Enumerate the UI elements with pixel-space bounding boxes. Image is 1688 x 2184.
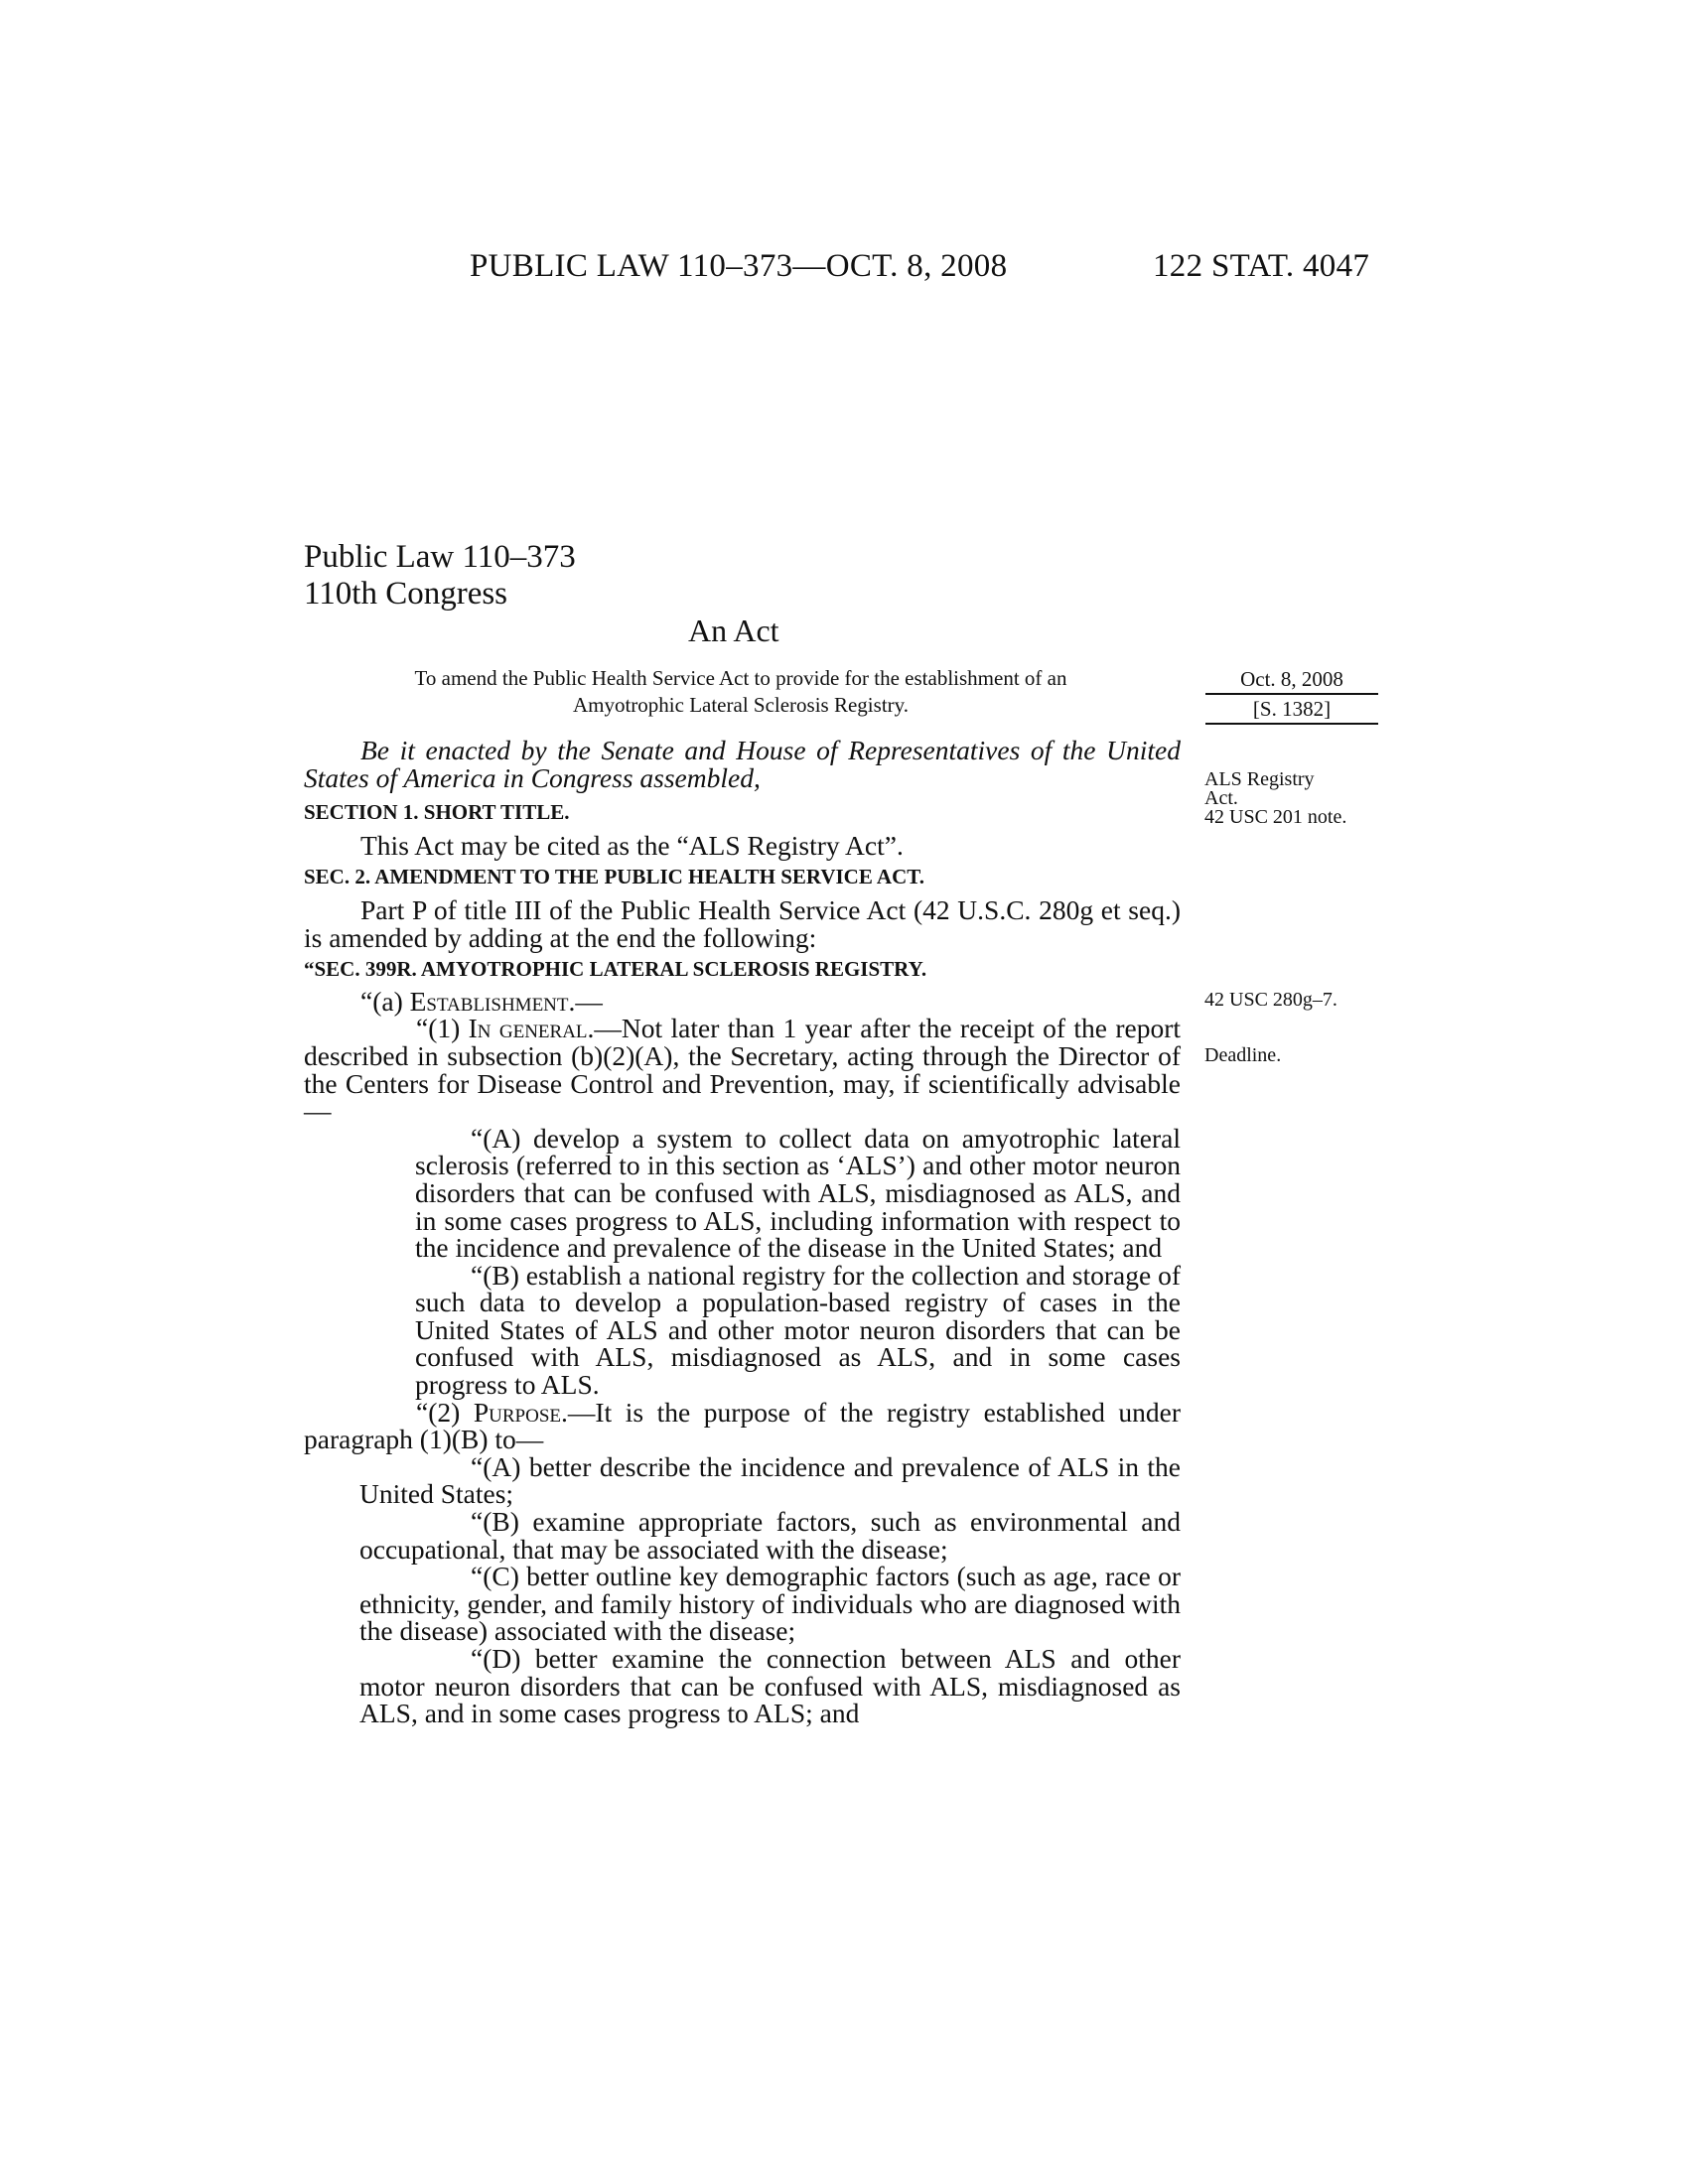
act-label: An Act <box>688 613 779 648</box>
subsection-a-prefix: “(a) <box>360 985 410 1017</box>
running-header-law-date: PUBLIC LAW 110–373—OCT. 8, 2008 <box>470 248 1008 284</box>
margin-note-line: Act. <box>1204 787 1238 809</box>
bill-number: [S. 1382] <box>1205 693 1378 725</box>
act-body <box>304 737 1181 1727</box>
paragraph-a2-prefix: “(2) <box>416 1396 474 1428</box>
margin-note-deadline: Deadline. <box>1204 1044 1282 1066</box>
paragraph-a1-subpara-A: “(A) develop a system to collect data on amyotrophic lateral sclerosis (referred to in this section as ‘ALS’) and other motor neuron disorders that can be confused with ALS, misdiagnosed as ALS, and in some cases progress to ALS, including information with respect to the incidence and prevalence of the disease in the United States; and <box>415 1122 1181 1264</box>
margin-note-usc-section: 42 USC 280g–7. <box>1204 989 1337 1011</box>
running-header-stat-page: 122 STAT. 4047 <box>1153 248 1370 284</box>
congress-number: 110th Congress <box>304 576 508 612</box>
section-2-text: Part P of title III of the Public Health Service Act (42 U.S.C. 280g et seq.) is amended by adding at the end the following: <box>304 893 1181 953</box>
section-2-heading: SEC. 2. AMENDMENT TO THE PUBLIC HEALTH SERVICE ACT. <box>304 865 924 889</box>
act-purpose-line-2: Amyotrophic Lateral Sclerosis Registry. <box>572 693 910 717</box>
section-1-text: This Act may be cited as the “ALS Registry Act”. <box>360 829 904 861</box>
paragraph-a2-text: .—It is the purpose of the registry established under paragraph (1)(B) to— <box>304 1396 1181 1455</box>
paragraph-a1-prefix: “(1) <box>416 1013 469 1044</box>
paragraph-a2-subpara-B: “(B) examine appropriate factors, such as environmental and occupational, that may be associated with the disease; <box>359 1506 1181 1565</box>
paragraph-a2-heading: Purpose <box>473 1396 561 1428</box>
act-purpose <box>334 665 1148 719</box>
law-number: Public Law 110–373 <box>304 539 576 575</box>
subsection-a-dash: .— <box>568 985 603 1017</box>
paragraph-a2-subpara-D: “(D) better examine the connection between ALS and other motor neuron disorders that can be confused with ALS, misdiagnosed as ALS, and in some cases progress to ALS; and <box>359 1643 1181 1729</box>
paragraph-a2-subpara-A: “(A) better describe the incidence and prevalence of ALS in the United States; <box>359 1450 1181 1510</box>
enactment-date-block <box>1205 665 1378 725</box>
section-399r-heading: “SEC. 399R. AMYOTROPHIC LATERAL SCLEROSIS REGISTRY. <box>304 957 927 982</box>
margin-note-short-title <box>1204 770 1346 827</box>
subsection-a-heading: Establishment <box>409 985 569 1017</box>
enactment-date: Oct. 8, 2008 <box>1240 667 1343 691</box>
margin-note-line: 42 USC 201 note. <box>1204 806 1347 828</box>
paragraph-a2 <box>304 1396 1181 1455</box>
margin-note-line: ALS Registry <box>1204 768 1315 790</box>
act-purpose-line-1: To amend the Public Health Service Act to provide for the establishment of an <box>414 666 1067 690</box>
paragraph-a1-heading: In general <box>468 1013 588 1044</box>
paragraph-a1-subpara-B: “(B) establish a national registry for the collection and storage of such data to develop a population-based registry of cases in the United States of ALS and other motor neuron disorders that can be confused with ALS, misdiagnosed as ALS, and in some cases progress to ALS. <box>415 1259 1181 1401</box>
paragraph-a2-subpara-C: “(C) better outline key demographic factors (such as age, race or ethnicity, gender, and family history of individuals who are diagnosed with the disease) associated with the disease; <box>359 1561 1181 1647</box>
paragraph-a1 <box>304 1013 1181 1127</box>
paragraph-a1-text: .—Not later than 1 year after the receipt of the report described in subsection (b)(2)(A), the Secretary, acting through the Director of the Centers for Disease Control and Prevention, may, if scientifically advisable— <box>304 1013 1181 1127</box>
enacting-clause: Be it enacted by the Senate and House of Representatives of the United States of America in Congress assembled, <box>304 735 1181 793</box>
section-1-heading: SECTION 1. SHORT TITLE. <box>304 800 570 825</box>
subsection-a <box>304 984 1181 1016</box>
